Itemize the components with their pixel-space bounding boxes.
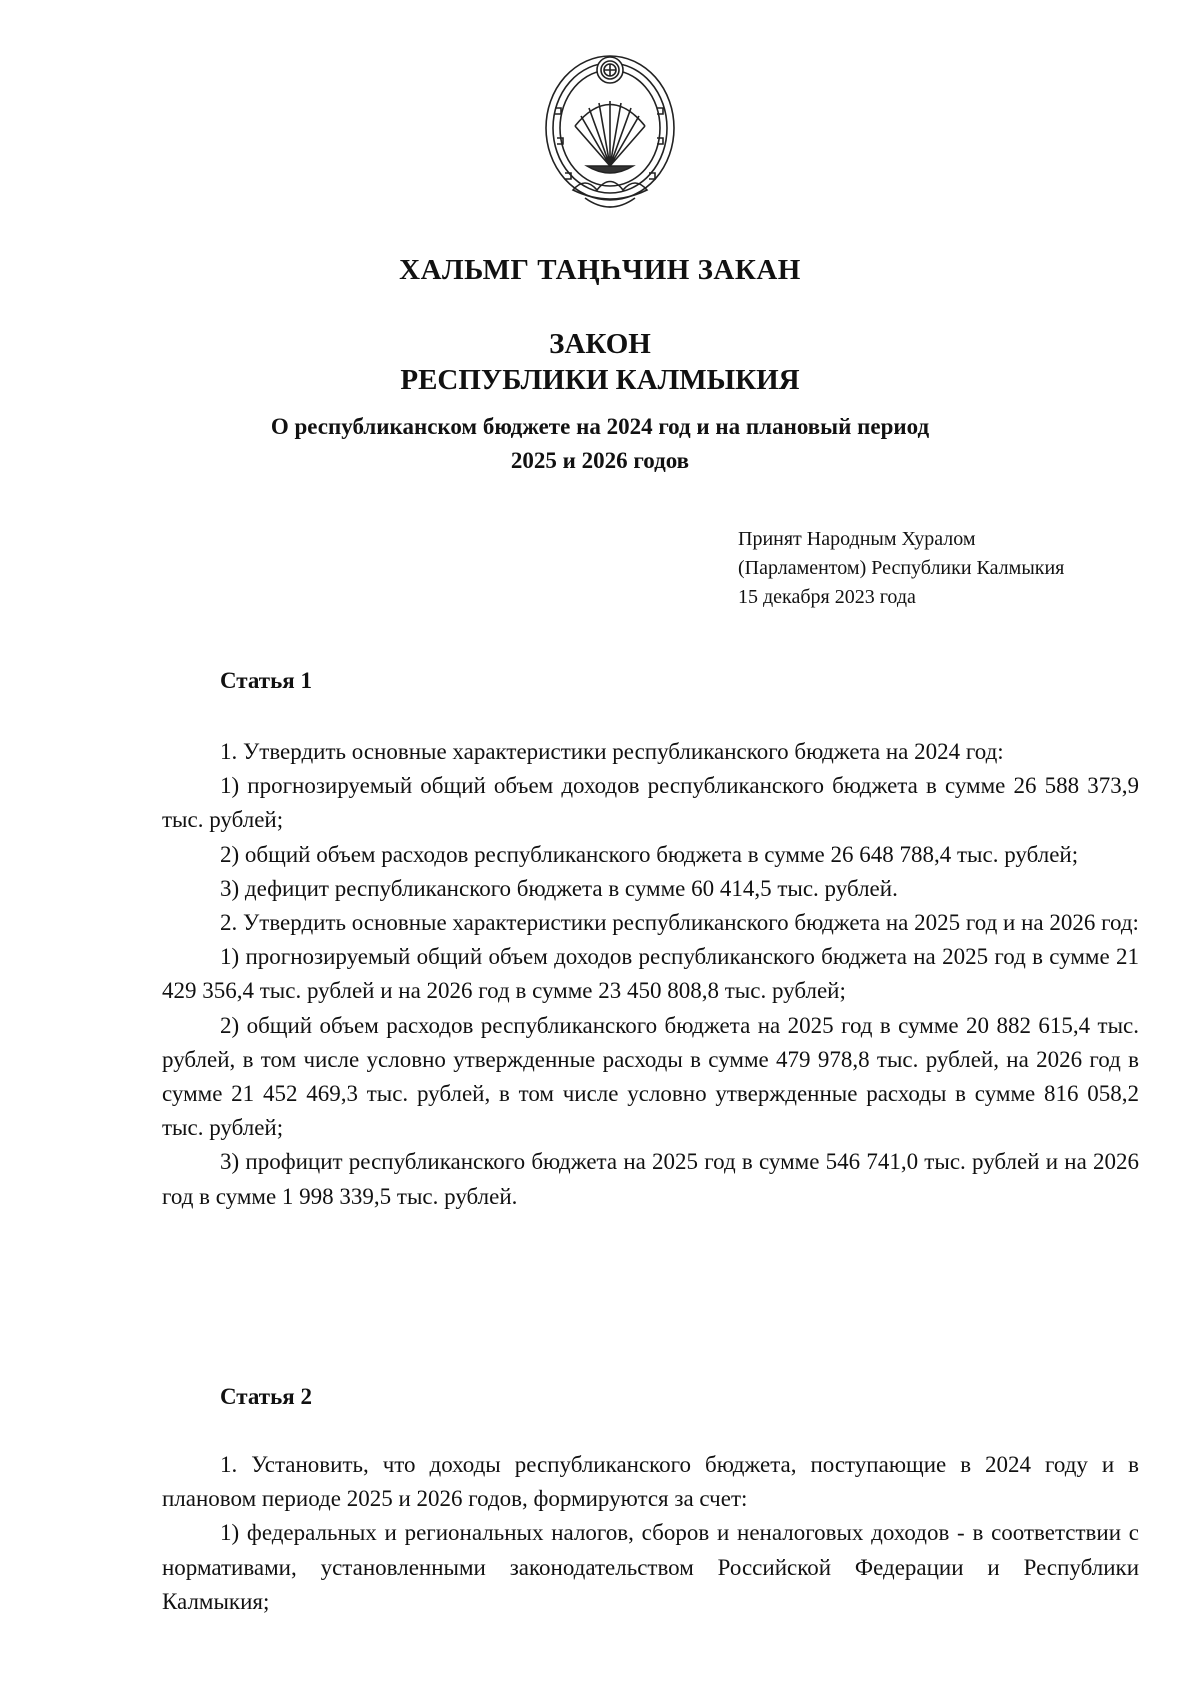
article-paragraph: 1. Утвердить основные характеристики республиканского бюджета на 2024 год: bbox=[220, 739, 1004, 764]
adoption-note bbox=[738, 525, 1064, 612]
law-subject bbox=[0, 410, 1200, 478]
article-paragraph: 3) дефицит республиканского бюджета в сумме 60 414,5 тыс. рублей. bbox=[220, 875, 898, 901]
law-title-line2: РЕСПУБЛИКИ КАЛМЫКИЯ bbox=[400, 364, 800, 396]
article-paragraph: 1) прогнозируемый общий объем доходов республиканского бюджета в сумме 26 588 373,9 тыс. рублей; bbox=[162, 773, 1139, 833]
article-2-heading: Статья 2 bbox=[220, 1384, 312, 1409]
law-subject-line1: О республиканском бюджете на 2024 год и на плановый период bbox=[270, 414, 930, 439]
law-title-line1: ЗАКОН bbox=[549, 328, 651, 360]
adoption-date: 15 декабря 2023 года bbox=[738, 586, 916, 608]
article-paragraph: 3) профицит республиканского бюджета на 2025 год в сумме 546 741,0 тыс. рублей и на 2026 год в сумме 1 998 339,5 тыс. рублей. bbox=[162, 1149, 1139, 1209]
adoption-line1: Принят Народным Хуралом bbox=[738, 528, 976, 550]
article-paragraph: 1) федеральных и региональных налогов, сборов и неналоговых доходов - в соответствии с нормативами, установленными законодательством Российской Федерации и Республики Калмыкия; bbox=[162, 1520, 1139, 1614]
adoption-line2: (Парламентом) Республики Калмыкия bbox=[738, 557, 1065, 579]
law-subject-line2: 2025 и 2026 годов bbox=[510, 448, 690, 473]
article-1-body bbox=[162, 735, 1139, 1214]
article-paragraph: 1) прогнозируемый общий объем доходов республиканского бюджета на 2025 год в сумме 21 429 356,4 тыс. рублей и на 2026 год в сумме 23 450 808,8 тыс. рублей; bbox=[162, 944, 1139, 1004]
article-paragraph: 2. Утвердить основные характеристики республиканского бюджета на 2025 год и на 2026 год: bbox=[220, 910, 1139, 936]
article-2-body bbox=[162, 1448, 1139, 1619]
article-paragraph: 2) общий объем расходов республиканского бюджета в сумме 26 648 788,4 тыс. рублей; bbox=[220, 841, 1079, 867]
article-paragraph: 2) общий объем расходов республиканского бюджета на 2025 год в сумме 20 882 615,4 тыс. рублей, в том числе условно утвержденные расходы в сумме 479 978,8 тыс. рублей, на 2026 год в сумме 21 452 469,3 тыс. рублей, в том числе условно утвержденные расходы в сумме 816 058,2 тыс. рублей; bbox=[162, 1012, 1139, 1141]
coat-of-arms-emblem bbox=[535, 48, 685, 216]
article-paragraph: 1. Установить, что доходы республиканского бюджета, поступающие в 2024 году и в плановом периоде 2025 и 2026 годов, формируются за счет: bbox=[162, 1452, 1139, 1512]
kalmyk-law-title: ХАЛЬМГ ТАҢҺЧИН ЗАКАН bbox=[399, 254, 801, 286]
article-1-heading: Статья 1 bbox=[220, 668, 312, 693]
